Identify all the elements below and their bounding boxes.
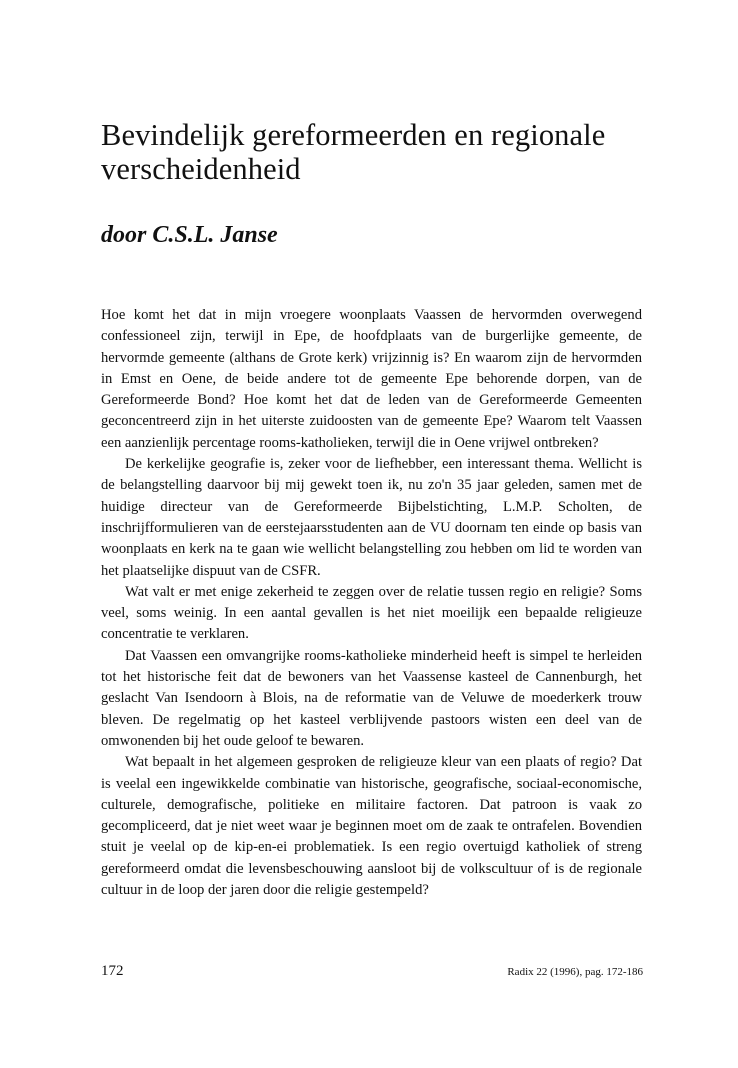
paragraph-4: Dat Vaassen een omvangrijke rooms-katholieke minderheid heeft is simpel te herleiden tot het historische feit dat de bewoners van het Vaassense kasteel de Cannenburgh, het geslacht Van Isendoorn à Blois, na de reformatie van de Veluwe de moederkerk trouw bleven. De regelmatig op het kasteel verblijvende pastoors wisten een deel van de omwonenden bij het oude geloof te bewaren. [101,647,642,749]
article-author: door C.S.L. Janse [101,222,278,248]
article-body [101,305,642,901]
page-number: 172 [101,963,124,979]
journal-citation: Radix 22 (1996), pag. 172-186 [507,966,643,978]
article-title: Bevindelijk gereformeerden en regionale verscheidenheid [101,118,606,186]
paragraph-1: Hoe komt het dat in mijn vroegere woonplaats Vaassen de hervormden overwegend confessioneel zijn, terwijl in Epe, de hoofdplaats van de burgerlijke gemeente, de hervormde gemeente (althans de Grote kerk) vrijzinnig is? En waarom zijn de hervormden in Emst en Oene, de beide andere tot de gemeente Epe behorende dorpen, van de Gereformeerde Bond? Hoe komt het dat de leden van de Gereformeerde Gemeenten geconcentreerd zijn in het uiterste zuidoosten van de gemeente Epe? Waarom telt Vaassen een aanzienlijk percentage rooms-katholieken, terwijl die in Oene vrijwel ontbreken? [101,307,642,451]
paragraph-2: De kerkelijke geografie is, zeker voor de liefhebber, een interessant thema. Wellicht is de belangstelling daarvoor bij mij gewekt toen ik, nu zo'n 35 jaar geleden, samen met de huidige directeur van de Gereformeerde Bijbelstichting, L.M.P. Scholten, de inschrijfformulieren van de eerstejaarsstudenten aan de VU doornam ten einde op basis van woonplaats en kerk na te gaan wie wellicht belangstelling zou hebben om lid te worden van het plaatselijke dispuut van de CSFR. [101,456,642,579]
paragraph-5: Wat bepaalt in het algemeen gesproken de religieuze kleur van een plaats of regio? Dat is veelal een ingewikkelde combinatie van historische, geografische, sociaal-economische, culturele, demografische, politieke en militaire factoren. Dat patroon is vaak zo gecompliceerd, dat je niet weet waar je beginnen moet om de zaak te ontrafelen. Bovendien stuit je veelal op de kip-en-ei problematiek. Is een regio overtuigd katholiek of streng gereformeerd omdat die levensbeschouwing aansloot bij de volkscultuur of is de regionale cultuur in de loop der jaren door die religie gestempeld? [101,754,642,899]
paragraph-3: Wat valt er met enige zekerheid te zeggen over de relatie tussen regio en religie? Soms veel, soms weinig. In een aantal gevallen is het niet moeilijk een bepaalde religieuze concentratie te verklaren. [101,583,642,643]
